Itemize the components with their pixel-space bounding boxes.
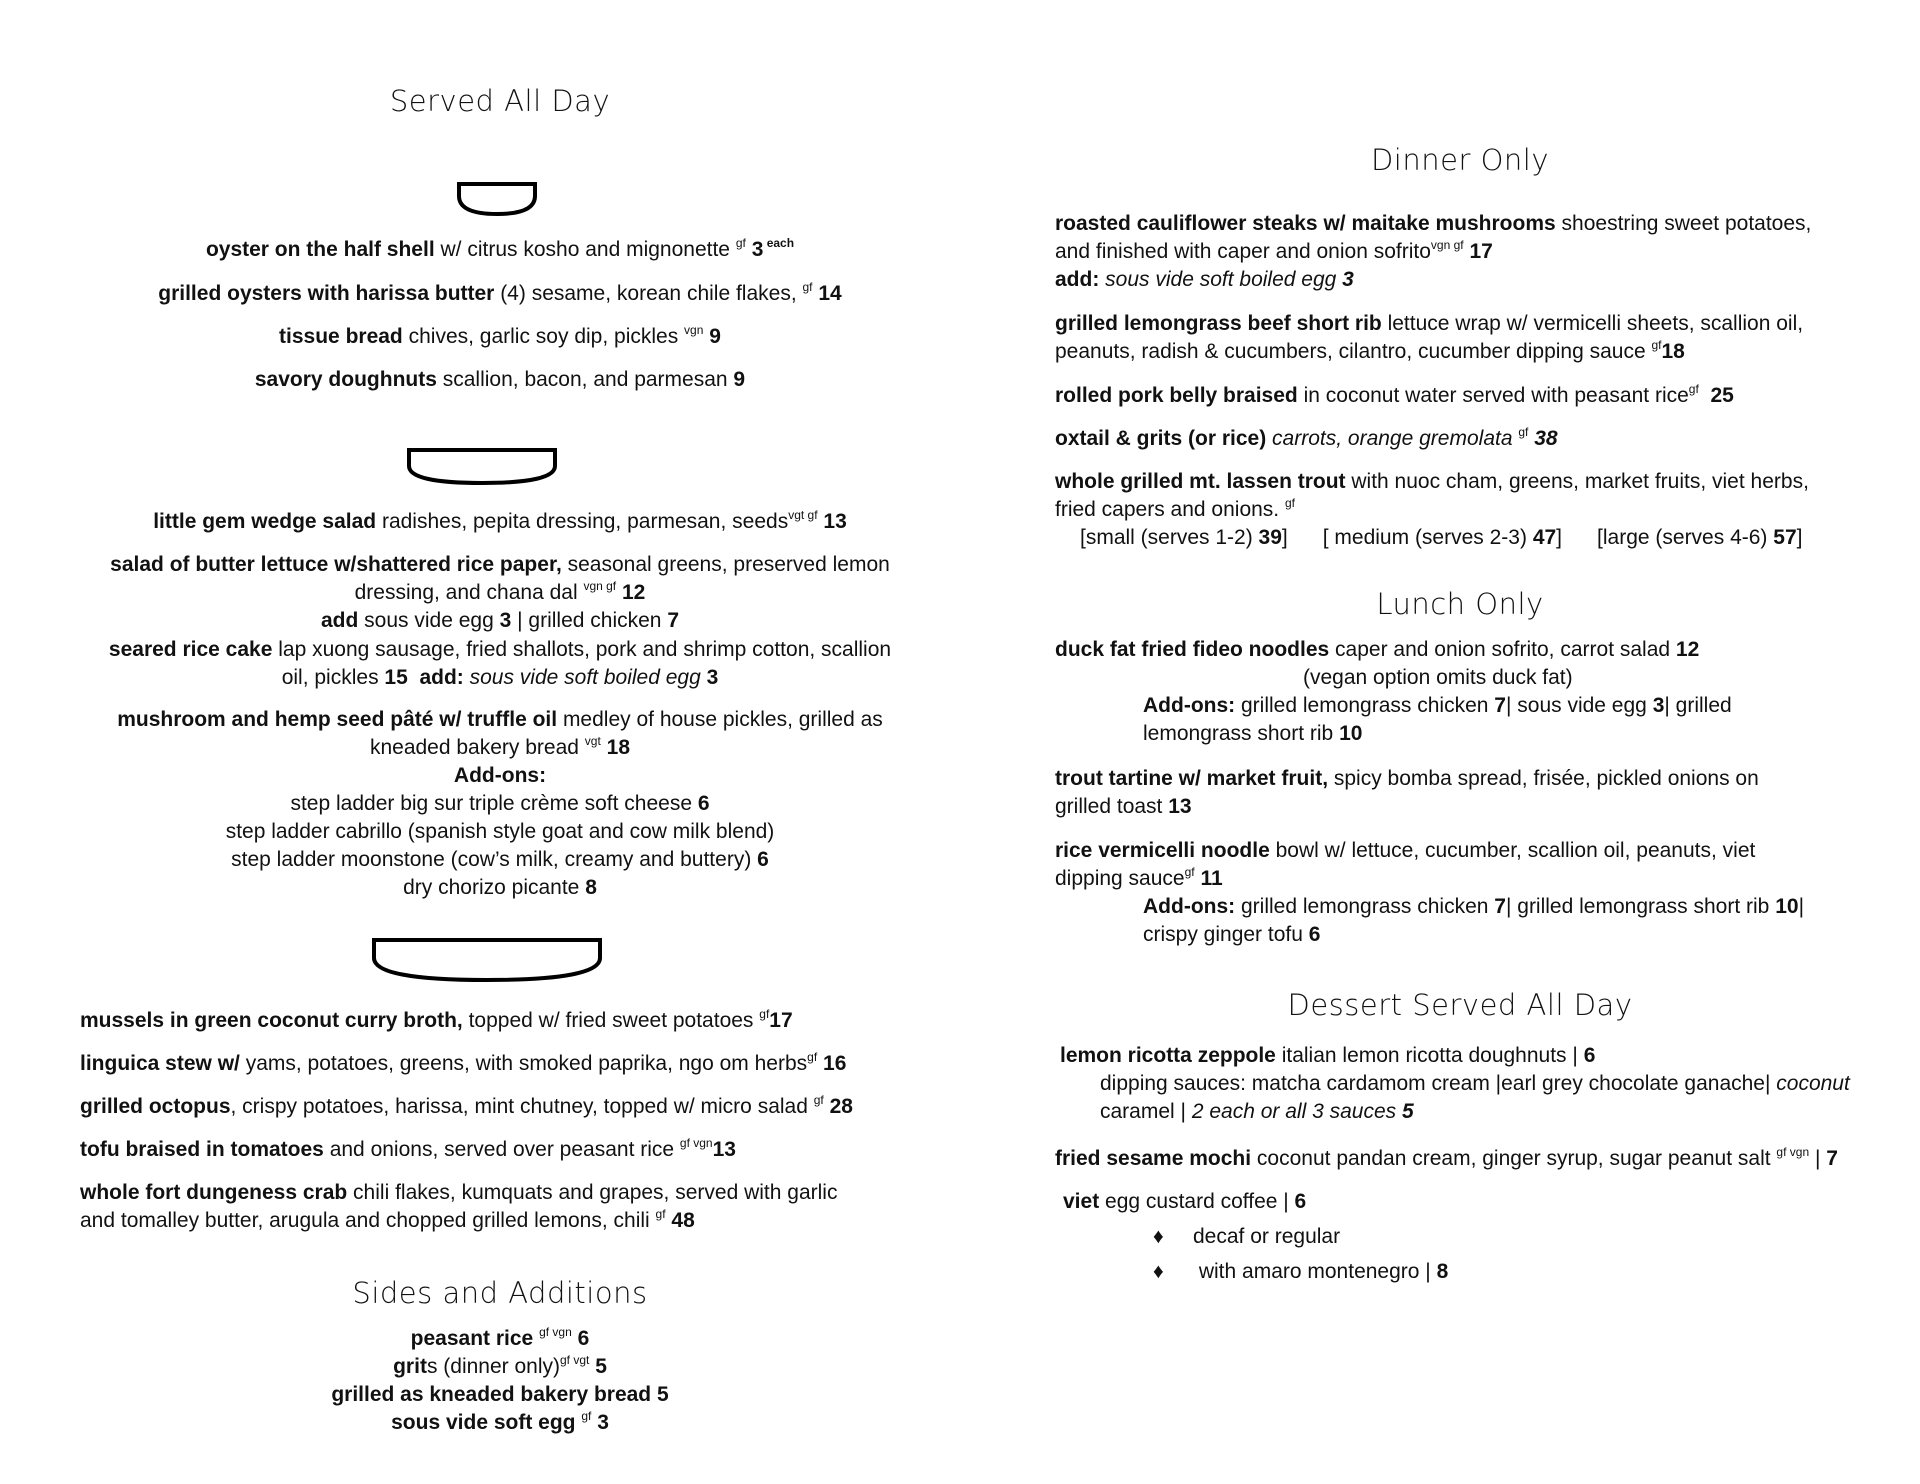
sides-title: Sides and Additions [352, 1276, 648, 1310]
trout-size-large: [large (serves 4-6) 57] [1597, 526, 1803, 549]
dessert-item-zeppole: lemon ricotta zeppole italian lemon ricotta doughnuts | 6 dipping sauces: matcha cardamom cream |earl grey chocolate ganache| coconut caramel | 2 each or all 3 sauces 5 [1060, 1044, 1850, 1123]
side-egg: sous vide soft egg $^{gf}$ 3 [391, 1409, 609, 1434]
dessert-item-mochi: fried sesame mochi coconut pandan cream, ginger syrup, sugar peanut salt $^{gf vgn}$ | 7 [1055, 1145, 1838, 1170]
large-item-linguica: linguica stew w/ yams, potatoes, greens, with smoked paprika, ngo om herbs$^{gf}$ 16 [80, 1050, 847, 1075]
diamond-bullet-icon: ♦ [1153, 1260, 1164, 1283]
side-peasant-rice: peasant rice $^{gf vgn}$ 6 [410, 1325, 590, 1350]
small-item-rice-cake: seared rice cake lap xuong sausage, fried shallots, pork and shrimp cotton, scallion oil, pickles 15 add: sous vide soft boiled egg 3 [108, 638, 892, 689]
addon-chorizo: dry chorizo picante 8 [403, 876, 597, 899]
butter-lettuce-add: add sous vide egg 3 | grilled chicken 7 [320, 609, 679, 632]
served-all-day-title: Served All Day [389, 84, 611, 118]
addon-cheese-1: step ladder big sur triple crème soft cheese 6 [290, 792, 710, 815]
raw-bar-bowl-icon [455, 180, 539, 218]
lunch-item-tartine: trout tartine w/ market fruit, spicy bomba spread, frisée, pickled onions on grilled toast 13 [1055, 767, 1759, 818]
large-plates-bowl-icon [370, 936, 604, 984]
addon-cheese-2: step ladder cabrillo (spanish style goat and cow milk blend) [225, 820, 775, 843]
lunch-item-fideo: duck fat fried fideo noodles caper and onion sofrito, carrot salad 12 (vegan option omits duck fat) Add-ons: grilled lemongrass chicken 7| sous vide egg 3| grilled lemongrass short rib 10 [1055, 638, 1732, 745]
large-item-mussels: mussels in green coconut curry broth, topped w/ fried sweet potatoes $^{gf}$17 [80, 1007, 793, 1032]
diamond-bullet-icon: ♦ [1153, 1225, 1164, 1248]
side-bread: grilled as kneaded bakery bread 5 [331, 1383, 669, 1406]
small-item-butter-lettuce: salad of butter lettuce w/shattered rice paper, seasonal greens, preserved lemon dressing, and chana dal $^{vgn gf}$ 12 add sous vide egg 3 | grilled chicken 7 [80, 551, 920, 635]
lunch-item-vermicelli: rice vermicelli noodle bowl w/ lettuce, cucumber, scallion oil, peanuts, viet dipping sauce$^{gf}$ 11 Add-ons: grilled lemongrass chicken 7| grilled lemongrass short rib 10| crispy ginger tofu 6 [1055, 839, 1805, 946]
dessert-title: Dessert Served All Day [1287, 988, 1633, 1022]
raw-item-grilled-oysters: grilled oysters with harissa butter (4) sesame, korean chile flakes, $^{gf}$ 14 [158, 280, 842, 305]
lunch-only-title: Lunch Only [1376, 587, 1544, 621]
sides-list [80, 1325, 920, 1437]
trout-sizes [1055, 524, 1865, 552]
dinner-only-title: Dinner Only [1370, 143, 1550, 177]
trout-size-medium: [ medium (serves 2-3) 47] [1322, 526, 1563, 549]
raw-item-doughnuts: savory doughnuts scallion, bacon, and parmesan 9 [254, 368, 746, 391]
large-item-tofu: tofu braised in tomatoes and onions, served over peasant rice $^{gf vgn}$13 [80, 1136, 736, 1161]
dinner-item-pork-belly: rolled pork belly braised in coconut water served with peasant rice$^{gf}$ 25 [1055, 382, 1734, 407]
addon-cheese-3: step ladder moonstone (cow’s milk, creamy and buttery) 6 [231, 848, 769, 871]
dinner-item-cauliflower: roasted cauliflower steaks w/ maitake mushrooms shoestring sweet potatoes, and finished with caper and onion sofrito$^{vgn gf}$ 17 add: sous vide soft boiled egg 3 [1055, 212, 1812, 291]
large-item-octopus: grilled octopus, crispy potatoes, harissa, mint chutney, topped w/ micro salad $^{gf}$ 28 [80, 1093, 853, 1118]
dinner-item-oxtail: oxtail & grits (or rice) carrots, orange gremolata $^{gf}$ 38 [1055, 425, 1558, 450]
side-grits: grits (dinner only)$^{gf vgt}$ 5 [393, 1353, 607, 1378]
large-item-crab: whole fort dungeness crab chili flakes, kumquats and grapes, served with garlic and tomalley butter, arugula and chopped grilled lemons, chili $^{gf}$ 48 [80, 1181, 838, 1232]
dinner-item-trout: whole grilled mt. lassen trout with nuoc cham, greens, market fruits, viet herbs, fried capers and onions. $^{gf}$ [small (serves 1-2) 39] [ medium (serves 2-3) 47] [large (serves 4-6) 57] [1055, 468, 1865, 552]
raw-item-tissue-bread: tissue bread chives, garlic soy dip, pickles $^{vgn}$ 9 [279, 323, 721, 348]
small-item-pate: mushroom and hemp seed pâté w/ truffle oil medley of house pickles, grilled as kneaded bakery bread $^{vgt}$ 18 Add-ons: step ladder big sur triple crème soft cheese 6 step ladder cabrillo (spanish style goat and cow milk blend) step ladder moonstone (cow’s milk, creamy and buttery) 6 dry chorizo picante 8 [80, 706, 920, 902]
dessert-item-coffee: viet egg custard coffee | 6 ♦ decaf or regular ♦ with amaro montenegro | 8 [1055, 1188, 1873, 1286]
raw-item-oyster: oyster on the half shell w/ citrus kosho and mignonette $^{gf}$ 3 $^{each}$ [205, 236, 795, 261]
small-item-wedge: little gem wedge salad radishes, pepita dressing, parmesan, seeds$^{vgt gf}$ 13 [153, 508, 847, 533]
coffee-option-decaf: ♦ decaf or regular [1063, 1223, 1873, 1251]
dinner-item-short-rib: grilled lemongrass beef short rib lettuce wrap w/ vermicelli sheets, scallion oil, peanuts, radish & cucumbers, cilantro, cucumber dipping sauce $^{gf}$18 [1055, 312, 1804, 363]
small-plates-bowl-icon [405, 446, 559, 488]
coffee-option-amaro: ♦ with amaro montenegro | 8 [1063, 1258, 1873, 1286]
trout-size-small: [small (serves 1-2) 39] [1080, 526, 1288, 549]
